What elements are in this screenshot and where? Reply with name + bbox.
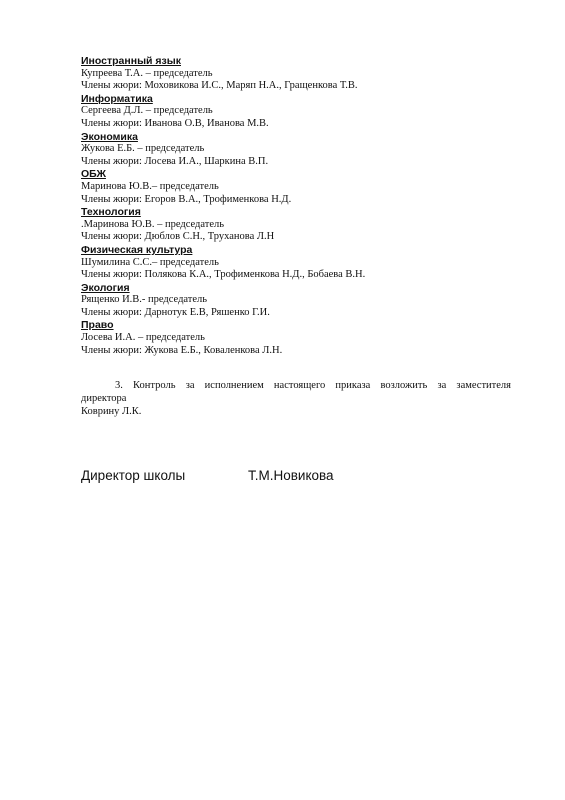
subject-heading: ОБЖ (81, 168, 106, 181)
subject-heading: Информатика (81, 92, 153, 105)
control-clause (81, 379, 511, 418)
jury-members-line: Члены жюри: Жукова Е.Б., Коваленкова Л.Н. (81, 344, 283, 356)
chairman-line: Рященко И.В.- председатель (81, 294, 208, 306)
section-foreign-language (81, 55, 511, 93)
jury-members-line: Члены жюри: Лосева И.А., Шаркина В.П. (81, 155, 269, 167)
subject-heading: Экономика (81, 130, 138, 143)
chairman-line: Шумилина С.С.– председатель (81, 256, 219, 268)
jury-members-line: Члены жюри: Моховикова И.С., Маряп Н.А., Гращенкова Т.В. (81, 80, 358, 92)
chairman-line: Сергеева Д.Л. – председатель (81, 105, 213, 117)
section-technology (81, 206, 511, 244)
signature-block (81, 468, 511, 488)
section-physical-culture (81, 244, 511, 282)
jury-members-line: Члены жюри: Дарнотук Е.В, Ряшенко Г.И. (81, 306, 270, 318)
jury-members-line: Члены жюри: Иванова О.В, Иванова М.В. (81, 117, 269, 129)
subject-heading: Технология (81, 206, 141, 219)
jury-list (81, 55, 511, 357)
control-clause-line: 3. Контроль за исполнением настоящего приказа возложить за заместителя (115, 380, 511, 391)
chairman-line: Лосева И.А. – председатель (81, 332, 205, 344)
section-law (81, 319, 511, 357)
chairman-line: .Маринова Ю.В. – председатель (81, 218, 225, 230)
chairman-line: Жукова Е.Б. – председатель (81, 143, 205, 155)
jury-members-line: Члены жюри: Полякова К.А., Трофименкова Н.Д., Бобаева В.Н. (81, 269, 366, 281)
jury-members-line: Члены жюри: Егоров В.А., Трофименкова Н.Д. (81, 193, 292, 205)
section-informatics (81, 93, 511, 131)
section-obzh (81, 168, 511, 206)
subject-heading: Экология (81, 281, 130, 294)
control-clause-line: директора (81, 393, 127, 404)
signature-title: Директор школы (81, 468, 186, 483)
jury-members-line: Члены жюри: Дюблов С.Н., Труханова Л.Н (81, 231, 275, 243)
subject-heading: Иностранный язык (81, 55, 181, 67)
section-economics (81, 131, 511, 169)
responsible-person: Коврину Л.К. (81, 406, 142, 417)
section-ecology (81, 282, 511, 320)
subject-heading: Право (81, 319, 114, 332)
chairman-line: Маринова Ю.В.– председатель (81, 180, 219, 192)
chairman-line: Купреева Т.А. – председатель (81, 67, 213, 79)
subject-heading: Физическая культура (81, 243, 193, 256)
signature-name: Т.М.Новикова (248, 468, 334, 483)
